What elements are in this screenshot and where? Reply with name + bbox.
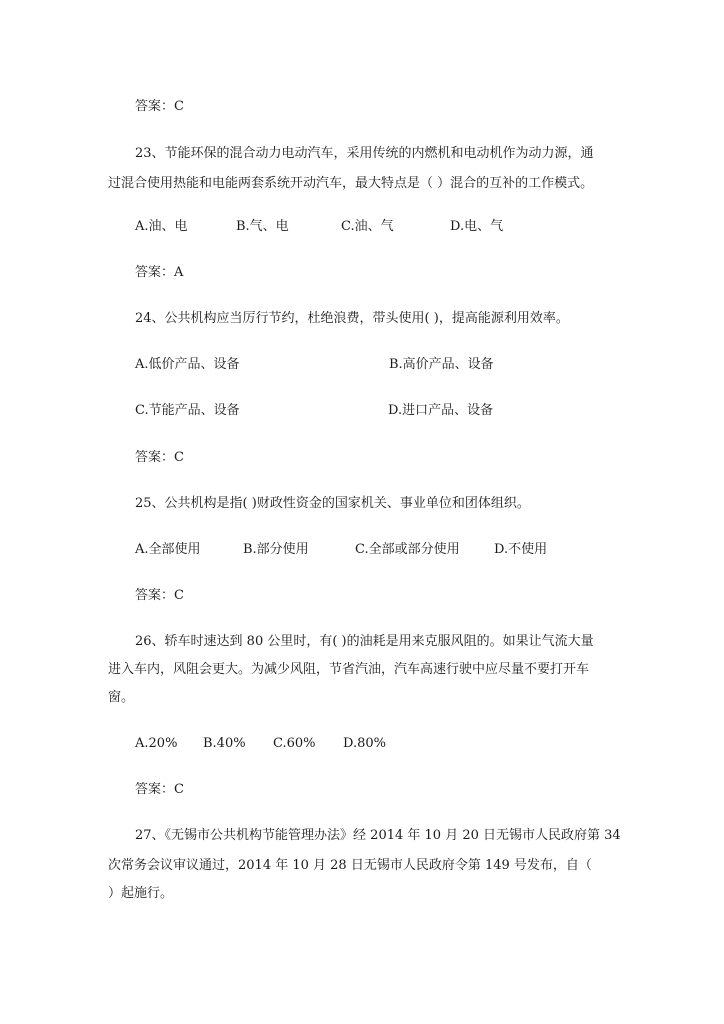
question-27-text-cont: 次常务会议审议通过，2014 年 10 月 28 日无锡市人民政府令第 149 号发布，自（ — [108, 858, 592, 873]
question-25-option-a: A.全部使用 — [135, 542, 201, 557]
question-23-option-d: D.电、气 — [450, 219, 504, 234]
question-24-option-a: A.低价产品、设备 — [135, 357, 240, 372]
answer-line-22 — [135, 98, 184, 116]
question-25-option-d: D.不使用 — [494, 542, 548, 557]
answer-value: A — [174, 265, 184, 280]
answer-line-25 — [135, 587, 184, 605]
question-24-text: 24、公共机构应当厉行节约，杜绝浪费，带头使用( )，提高能源利用效率。 — [135, 311, 569, 326]
question-27-text: 27、《无锡市公共机构节能管理办法》经 2014 年 10 月 20 日无锡市人民政府第 34 — [135, 828, 621, 843]
answer-label: 答案： — [135, 782, 175, 797]
answer-value: C — [174, 99, 184, 114]
question-26-option-c: C.60% — [273, 736, 316, 751]
question-26-option-a: A.20% — [135, 736, 178, 751]
question-25-option-c: C.全部或部分使用 — [355, 542, 460, 557]
question-25-text: 25、公共机构是指( )财政性资金的国家机关、事业单位和团体组织。 — [135, 496, 530, 511]
question-25-option-b: B.部分使用 — [243, 542, 309, 557]
question-23-text-cont: 过混合使用热能和电能两套系统开动汽车，最大特点是（ ）混合的互补的工作模式。 — [108, 176, 594, 191]
question-26-option-b: B.40% — [203, 736, 246, 751]
question-26-option-d: D.80% — [343, 736, 386, 751]
question-26-text-cont2: 窗。 — [108, 690, 135, 705]
answer-label: 答案： — [135, 588, 175, 603]
question-26-text-cont: 进入车内，风阻会更大。为减少风阻，节省汽油，汽车高速行驶中应尽量不要打开车 — [108, 662, 590, 677]
question-23-option-b: B.气、电 — [236, 219, 289, 234]
answer-value: C — [174, 782, 184, 797]
answer-label: 答案： — [135, 450, 175, 465]
question-26-text: 26、轿车时速达到 80 公里时，有( )的油耗是用来克服风阻的。如果让气流大量 — [135, 634, 594, 649]
question-23-option-c: C.油、气 — [341, 219, 394, 234]
question-23-text: 23、节能环保的混合动力电动汽车，采用传统的内燃机和电动机作为动力源，通 — [135, 146, 594, 161]
answer-line-23 — [135, 264, 183, 282]
question-24-option-d: D.进口产品、设备 — [388, 403, 494, 418]
answer-value: C — [174, 588, 184, 603]
answer-line-26 — [135, 781, 184, 799]
question-23-option-a: A.油、电 — [135, 219, 188, 234]
answer-line-24 — [135, 449, 184, 467]
question-24-option-b: B.高价产品、设备 — [389, 357, 494, 372]
answer-label: 答案： — [135, 265, 175, 280]
answer-label: 答案： — [135, 99, 175, 114]
question-24-option-c: C.节能产品、设备 — [135, 403, 240, 418]
answer-value: C — [174, 450, 184, 465]
question-27-text-cont2: ）起施行。 — [108, 886, 174, 901]
